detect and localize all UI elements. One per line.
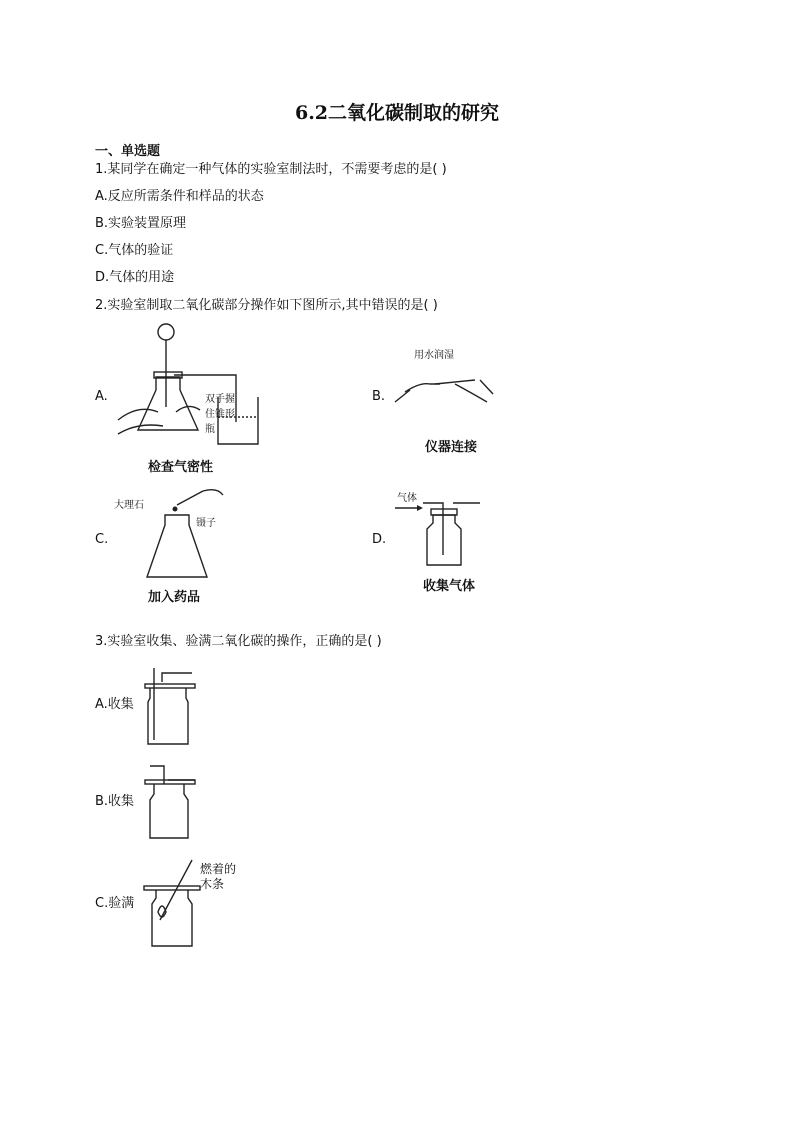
q2-stem: 2.实验室制取二氧化碳部分操作如下图所示,其中错误的是( ) [95, 298, 438, 313]
q2-annotation-d: 气体 [397, 493, 417, 504]
q3-figure-b [140, 766, 200, 841]
q3-annotation: 燃着的木条 [200, 862, 237, 891]
q2-figure-d-collect [395, 495, 495, 570]
q2-annotation-b: 用水润湿 [414, 350, 454, 361]
q1-stem: 1.某同学在确定一种气体的实验室制法时，不需要考虑的是( ) [95, 162, 447, 177]
section-heading: 一、单选题 [95, 144, 161, 159]
q2-caption-a: 检查气密性 [148, 460, 214, 475]
page-title: 6.2二氧化碳制取的研究 [294, 102, 500, 124]
q2-label-c[interactable]: C. [95, 532, 109, 547]
q2-caption-c: 加入药品 [148, 590, 201, 605]
q2-label-a[interactable]: A. [95, 389, 108, 404]
q1-option-a[interactable]: A.反应所需条件和样品的状态 [95, 189, 264, 204]
q2-label-b[interactable]: B. [372, 389, 386, 404]
q3-option-b[interactable]: B.收集 [95, 794, 135, 809]
q2-figure-b-connection [395, 362, 495, 407]
q2-caption-b: 仪器连接 [425, 440, 478, 455]
q2-annotation-c1: 大理石 [114, 500, 144, 511]
q3-option-a[interactable]: A.收集 [95, 697, 134, 712]
q3-figure-a [140, 668, 200, 748]
q2-annotation-c2: 镊子 [196, 518, 216, 529]
q1-option-c[interactable]: C.气体的验证 [95, 243, 174, 258]
q2-figure-a-airtightness [118, 322, 278, 447]
q3-option-c[interactable]: C.验满 [95, 896, 135, 911]
q2-annotation-a: 双手握住锥形瓶 [205, 394, 235, 435]
q2-caption-d: 收集气体 [423, 579, 476, 594]
q3-stem: 3.实验室收集、验满二氧化碳的操作，正确的是( ) [95, 634, 382, 649]
q2-label-d[interactable]: D. [372, 532, 387, 547]
q2-figure-c-add-reagent [145, 485, 230, 580]
q1-option-b[interactable]: B.实验装置原理 [95, 216, 187, 231]
q1-option-d[interactable]: D.气体的用途 [95, 270, 175, 285]
